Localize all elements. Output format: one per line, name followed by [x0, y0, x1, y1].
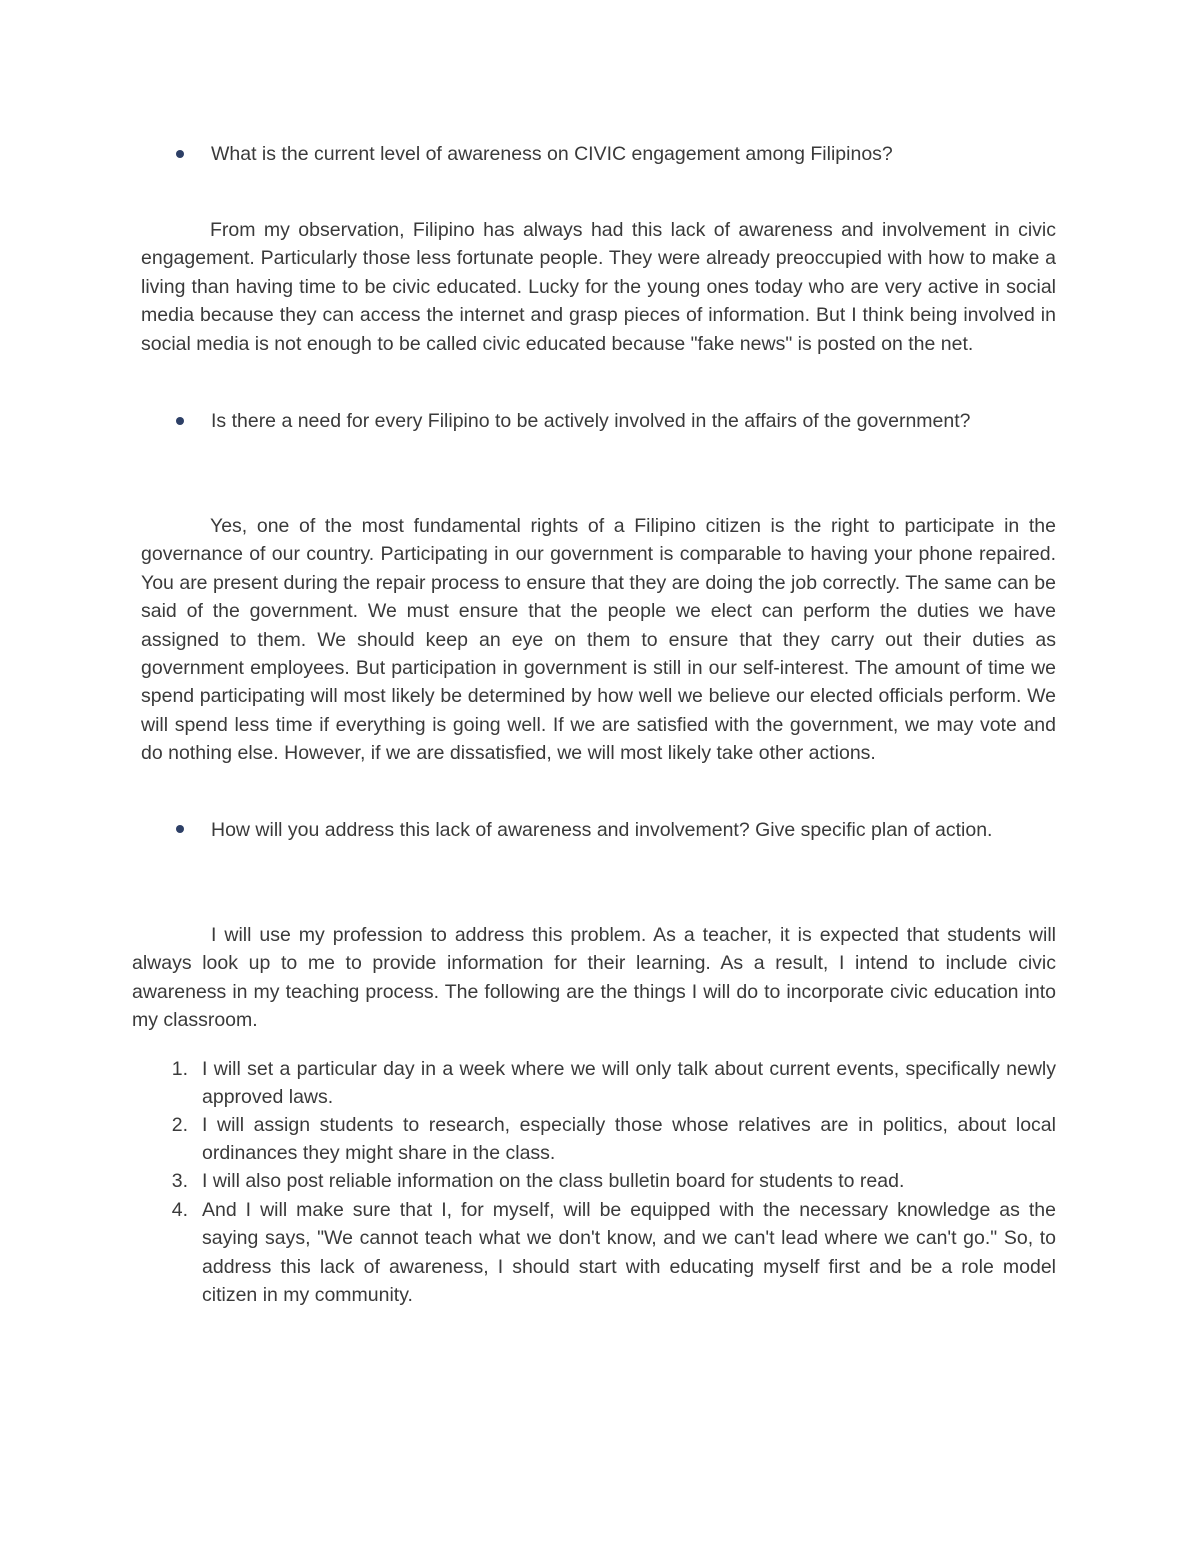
list-item: I will assign students to research, especially those whose relatives are in politics, about local ordinances they might share in the class. — [202, 1114, 1056, 1165]
answer-2: Yes, one of the most fundamental rights of a Filipino citizen is the right to participate in the governance of our country. Participating in our government is comparable to having your phone repaired. You are present during the repair process to ensure that they are doing the job correctly. The same can be said of the government. We must ensure that the people we elect can perform the duties we have assigned to them. We should keep an eye on them to ensure that they carry out their duties as government employees. But participation in government is still in our self-interest. The amount of time we spend participating will most likely be determined by how well we believe our elected officials perform. We will spend less time if everything is going well. If we are satisfied with the government, we may vote and do nothing else. However, if we are dissatisfied, we will most likely take other actions. — [141, 515, 1056, 765]
list-item: I will also post reliable information on the class bulletin board for students to read. — [202, 1170, 905, 1192]
list-number: 1. — [171, 1058, 188, 1080]
list-number: 4. — [171, 1199, 188, 1221]
list-item: And I will make sure that I, for myself, will be equipped with the necessary knowledge as the saying says, "We cannot teach what we don't know, and we can't lead where we can't go." So, to address this lack of awareness, I should start with educating myself first and be a role model citizen in my community. — [202, 1199, 1056, 1307]
answer-1: From my observation, Filipino has always had this lack of awareness and involvement in civic engagement. Particularly those less fortunate people. They were already preoccupied with how to make a living than having time to be civic educated. Lucky for the young ones today who are very active in social media because they can access the internet and grasp pieces of information. But I think being involved in social media is not enough to be called civic educated because "fake news" is posted on the net. — [141, 219, 1056, 355]
list-item: I will set a particular day in a week where we will only talk about current events, specifically newly approved laws. — [202, 1058, 1056, 1109]
question-3: How will you address this lack of awareness and involvement? Give specific plan of action. — [211, 819, 993, 841]
bullet-icon — [176, 150, 184, 158]
question-1: What is the current level of awareness on CIVIC engagement among Filipinos? — [211, 143, 893, 165]
question-2: Is there a need for every Filipino to be actively involved in the affairs of the government? — [211, 410, 971, 432]
list-number: 3. — [171, 1170, 188, 1192]
answer-3: I will use my profession to address this problem. As a teacher, it is expected that students will always look up to me to provide information for their learning. As a result, I intend to include civic awareness in my teaching process. The following are the things I will do to incorporate civic education into my classroom. — [132, 924, 1056, 1032]
bullet-icon — [176, 417, 184, 425]
bullet-icon — [176, 825, 184, 833]
list-number: 2. — [171, 1114, 188, 1136]
